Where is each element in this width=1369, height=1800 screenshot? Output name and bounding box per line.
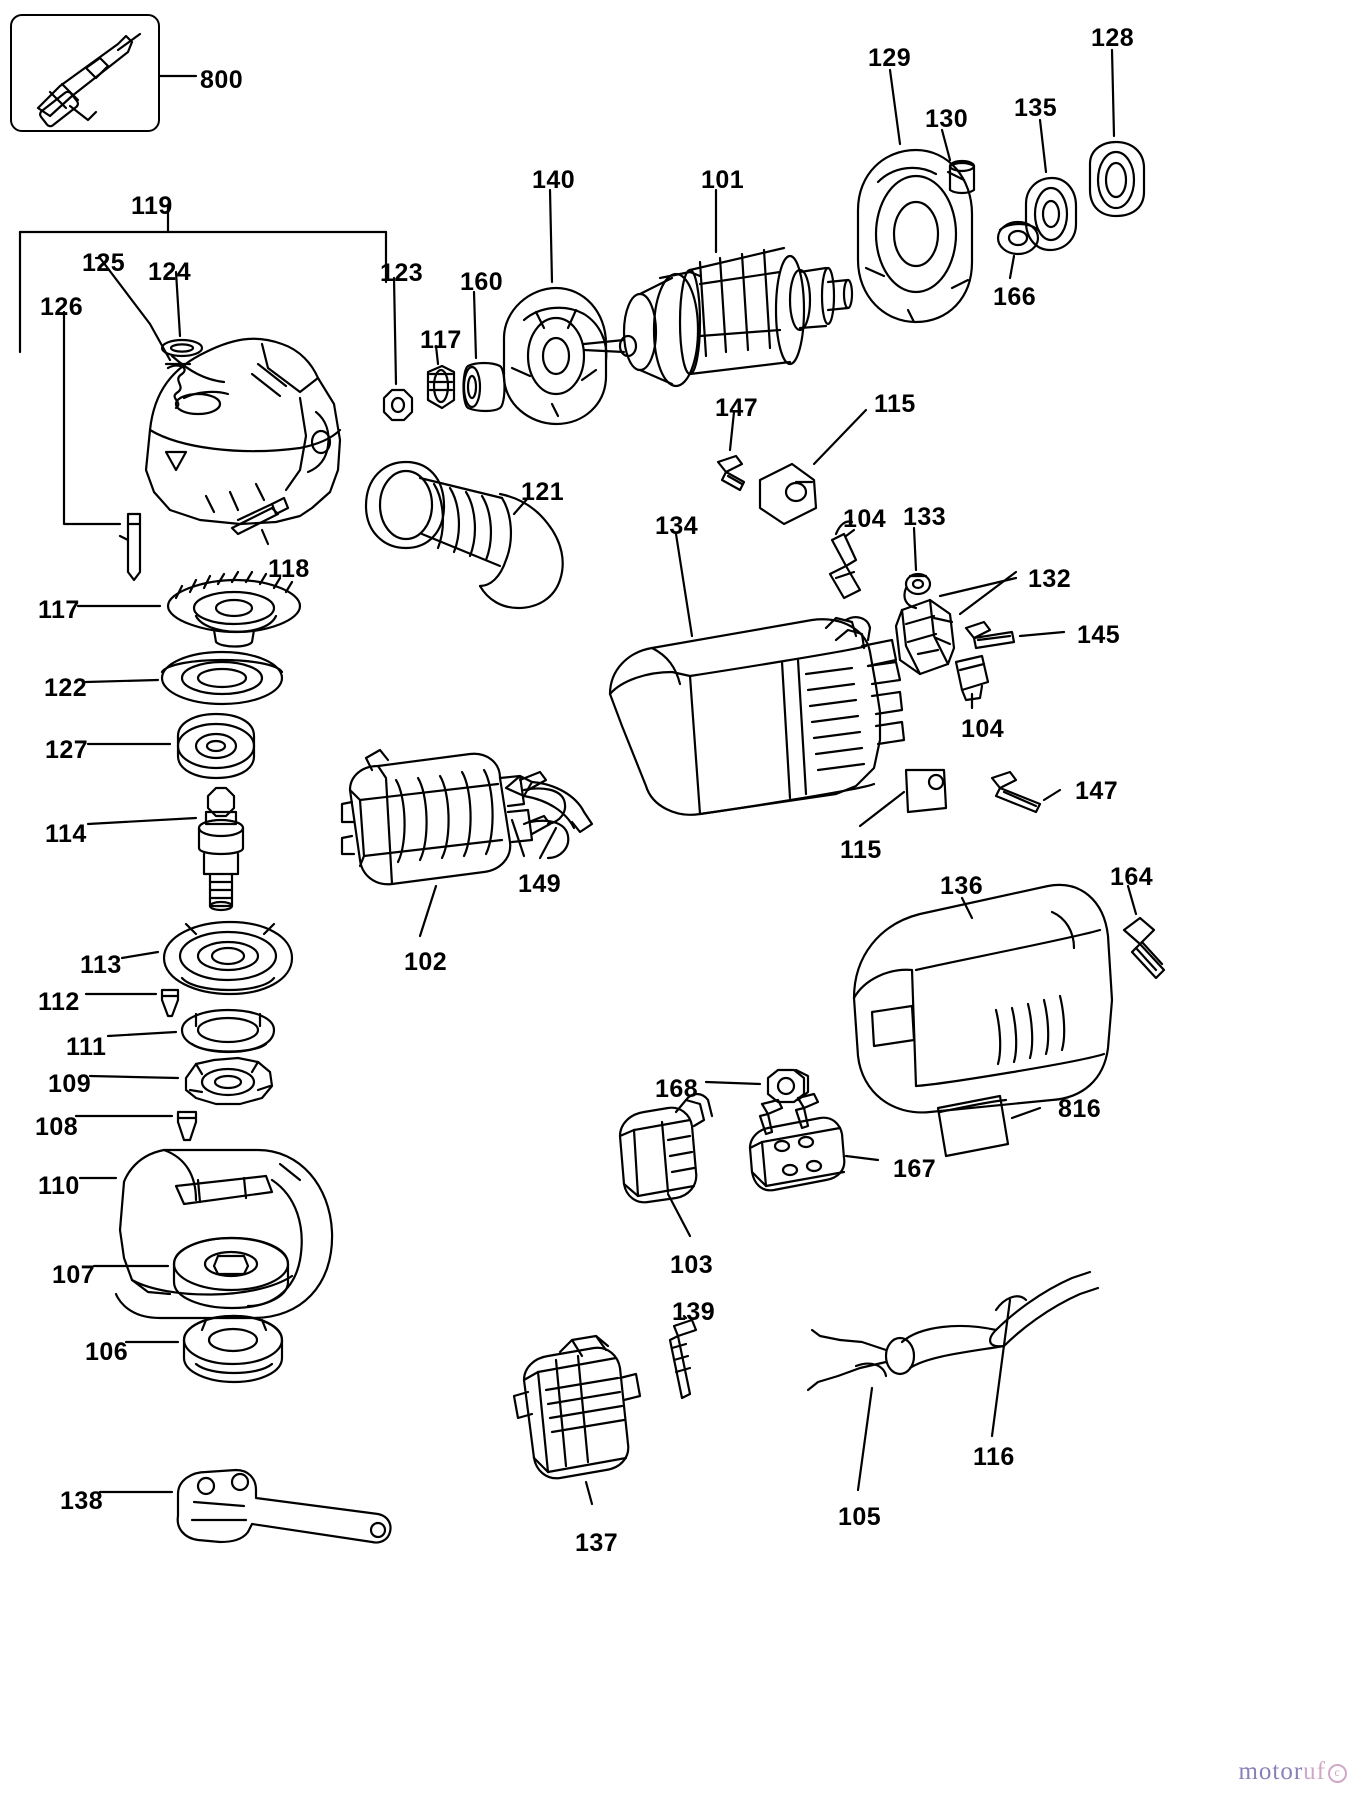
callout-114: 114 [45,820,87,848]
callout-105: 105 [838,1503,882,1531]
callout-164: 164 [1110,863,1154,891]
part-160-bearing [464,363,505,411]
callout-106: 106 [85,1338,129,1366]
callout-107: 107 [52,1261,96,1289]
callout-134: 134 [655,512,699,540]
part-128-ring [1090,142,1144,216]
callout-816: 816 [1058,1095,1102,1123]
part-138-wrench [178,1470,391,1543]
part-147-screw-upper [718,456,744,490]
callout-121: 121 [521,478,565,506]
callout-119: 119 [131,192,173,220]
part-109-flange [186,1058,272,1104]
callout-133: 133 [903,503,947,531]
part-118-screw [232,498,288,534]
callout-109: 109 [48,1070,92,1098]
part-129-bearing-cover [858,150,972,322]
callout-128: 128 [1091,24,1135,52]
part-145-screw [966,622,1014,648]
callout-136: 136 [940,872,984,900]
part-135-bearing [1026,178,1076,250]
callout-124: 124 [148,258,192,286]
part-126-gear-case [146,339,340,524]
callout-167: 167 [893,1155,937,1183]
watermark-text-1: motor [1238,1758,1304,1785]
part-133-spring [904,574,930,608]
callout-103: 103 [670,1251,714,1279]
watermark-text-2: uf [1303,1758,1326,1785]
callout-122: 122 [44,674,88,702]
callout-147-lower: 147 [1075,777,1119,805]
part-118-pin [128,514,140,580]
callout-129: 129 [868,44,912,72]
callout-123: 123 [380,259,424,287]
callout-127: 127 [45,736,89,764]
part-136-end-cap [854,885,1112,1112]
callout-160: 160 [460,268,504,296]
part-103-switch [620,1094,712,1202]
callout-108: 108 [35,1113,79,1141]
part-134-motor-housing [610,617,904,815]
callout-800: 800 [200,66,244,94]
callout-139: 139 [672,1298,716,1326]
callout-112: 112 [38,988,80,1016]
callout-104-upper: 104 [843,505,887,533]
callout-126: 126 [40,293,84,321]
part-800-grease-gun [38,34,140,128]
callout-117-lower: 117 [38,596,80,624]
callout-115-lower: 115 [840,836,882,864]
part-108-screw [178,1112,196,1140]
callout-137: 137 [575,1529,619,1557]
part-114-spindle [199,788,243,910]
callout-135: 135 [1014,94,1058,122]
part-115-brush-cap-upper [760,464,816,524]
part-116-cord [808,1272,1098,1390]
part-137-switch-assembly [514,1336,640,1478]
part-164-screw [1124,918,1164,978]
part-147-screw-lower [992,772,1040,812]
callout-102: 102 [404,948,448,976]
part-110-guard [116,1150,332,1318]
part-106-outer-flange [184,1316,282,1382]
part-132-brush-holder [896,600,954,674]
callout-149: 149 [518,870,562,898]
callout-145: 145 [1077,621,1121,649]
callout-101: 101 [701,166,745,194]
watermark-copyright: c [1328,1764,1347,1783]
callout-118: 118 [268,555,310,583]
part-112-screw [162,990,178,1016]
callout-132: 132 [1028,565,1072,593]
callout-166: 166 [993,283,1037,311]
part-123-nut [384,390,412,420]
part-111-ring [182,1010,274,1052]
callout-115-upper: 115 [874,390,916,418]
part-122-seal [162,652,282,704]
callout-130: 130 [925,105,969,133]
callout-138: 138 [60,1487,104,1515]
part-139-screw [670,1320,696,1398]
part-166-washer [998,222,1038,254]
callout-110: 110 [38,1172,80,1200]
part-117-upper [428,366,454,408]
callout-117-upper: 117 [420,326,462,354]
part-115-brush-cap-lower [906,770,946,812]
callout-147-upper: 147 [715,394,759,422]
callout-104-lower: 104 [961,715,1005,743]
callout-140: 140 [532,166,576,194]
part-113-bearing-housing [164,922,292,994]
watermark [1238,1758,1347,1786]
callout-116: 116 [973,1443,1015,1471]
part-140-baffle [504,288,606,424]
callout-111: 111 [66,1033,107,1061]
part-102-field [342,750,568,884]
part-127-bearing [178,714,254,778]
part-101-armature [584,248,852,386]
callout-168: 168 [655,1075,699,1103]
part-124-oring [162,340,202,356]
callout-113: 113 [80,951,122,979]
callout-125: 125 [82,249,126,277]
part-107-inner-flange [174,1238,288,1308]
